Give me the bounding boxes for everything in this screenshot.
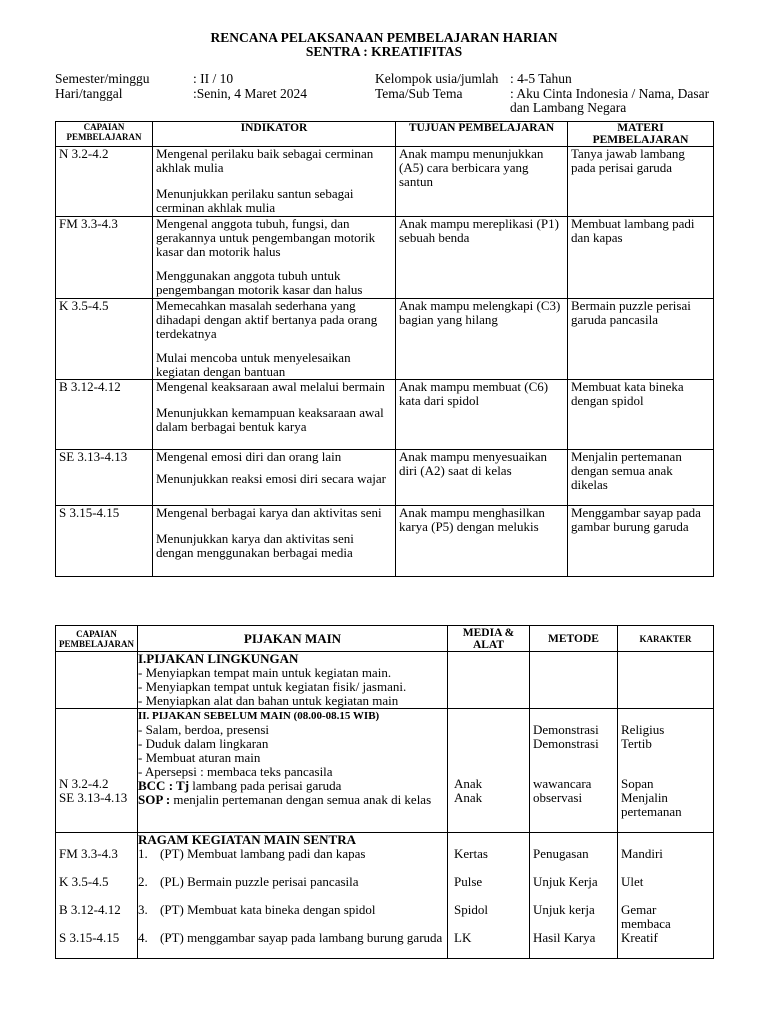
capaian-text: N 3.2-4.2 [59,776,109,791]
capaian-cell: N 3.2-4.2 [56,147,153,217]
karakter-text: Sopan [621,776,654,791]
metode-text: Unjuk Kerja [533,874,598,889]
header-karakter: KARAKTER [618,626,714,652]
sop-label: SOP : [138,792,171,807]
indikator-cell [153,506,396,577]
indikator-cell [153,450,396,506]
theme-value-line1: : Aku Cinta Indonesia / Nama, Dasar [510,86,710,101]
semester-label: Semester/minggu [55,71,150,86]
media-text: Anak [454,790,483,805]
karakter-text: Ulet [621,874,644,889]
metode-text: Hasil Karya [533,930,596,945]
tujuan-cell: Anak mampu menyesuaikan diri (A2) saat di kelas [396,450,568,506]
section-title: II. PIJAKAN SEBELUM MAIN (08.00-08.15 WIB) [138,710,380,722]
pijakan-cell [138,833,448,959]
learning-outcomes-table [55,121,714,577]
list-number: 3. [138,902,148,917]
indikator-text: Mulai mencoba untuk menyelesaikan kegiatan dengan bantuan [156,350,351,379]
table-row [56,709,714,833]
sop-text: menjalin pertemanan dengan semua anak di kelas [170,792,432,807]
capaian-text: FM 3.3-4.3 [59,846,118,861]
media-text: Spidol [454,902,488,917]
capaian-cell: SE 3.13-4.13 [56,450,153,506]
section-title: RAGAM KEGIATAN MAIN SENTRA [138,832,356,847]
capaian-text: B 3.12-4.12 [59,902,121,917]
capaian-cell: B 3.12-4.12 [56,380,153,450]
bcc-text: lambang pada perisai garuda [189,778,342,793]
section-title: I.PIJAKAN LINGKUNGAN [138,651,299,666]
tujuan-cell: Anak mampu menghasilkan karya (P5) dengan melukis [396,506,568,577]
metode-text: Unjuk kerja [533,902,595,917]
karakter-text: Tertib [621,736,652,751]
table-row [56,450,714,506]
karakter-cell [618,709,714,833]
bcc-line [138,779,444,793]
list-item [138,847,444,875]
karakter-text: Gemar membaca [621,902,671,931]
indikator-text: Mengenal emosi diri dan orang lain [156,449,342,464]
list-item: - Menyiapkan alat dan bahan untuk kegiatan main [138,693,399,708]
indikator-text: Menggunakan anggota tubuh untuk pengembangan motorik kasar dan halus [156,268,363,297]
metode-cell [530,709,618,833]
indikator-cell [153,147,396,217]
media-text: LK [454,930,472,945]
karakter-text: Religius [621,722,665,737]
indikator-text: Mengenal anggota tubuh, fungsi, dan gerakannya untuk pengembangan motorik kasar dan motorik halus [156,216,376,259]
list-text: (PT) Membuat kata bineka dengan spidol [160,902,376,917]
indikator-text: Mengenal keaksaraan awal melalui bermain [156,379,385,394]
metode-text: Penugasan [533,846,589,861]
karakter-text: Mandiri [621,846,663,861]
list-item: - Menyiapkan tempat untuk kegiatan fisik/ jasmani. [138,679,407,694]
metode-cell [530,652,618,709]
list-item [138,903,444,931]
document-subtitle: SENTRA : KREATIFITAS [305,44,463,59]
list-item [138,931,444,945]
metode-cell [530,833,618,959]
tujuan-cell: Anak mampu melengkapi (C3) bagian yang hilang [396,299,568,380]
karakter-text: Kreatif [621,930,658,945]
table-row [56,833,714,959]
list-item: - Salam, berdoa, presensi [138,722,270,737]
metode-text: observasi [533,790,583,805]
day-label: Hari/tanggal [55,86,123,101]
list-item [138,875,444,903]
karakter-cell [618,652,714,709]
capaian-text: K 3.5-4.5 [59,874,109,889]
pijakan-cell [138,709,448,833]
materi-cell: Tanya jawab lambang pada perisai garuda [568,147,714,217]
indikator-text: Mengenal perilaku baik sebagai cerminan akhlak mulia [156,146,374,175]
header-pijakan: PIJAKAN MAIN [138,626,448,652]
play-scaffolding-table [55,625,714,959]
capaian-text: S 3.15-4.15 [59,930,120,945]
tujuan-cell: Anak mampu menunjukkan (A5) cara berbicara yang santun [396,147,568,217]
pijakan-cell [138,652,448,709]
header-capaian: CAPAIAN PEMBELAJARAN [56,626,138,652]
semester-value: : II / 10 [193,71,234,86]
indikator-text: Mengenal berbagai karya dan aktivitas seni [156,505,382,520]
table-row [56,652,714,709]
metode-text: wawancara [533,776,592,791]
media-cell [448,652,530,709]
karakter-text: Menjalin [621,790,668,805]
karakter-text: pertemanan [621,804,682,819]
indikator-text: Menunjukkan reaksi emosi diri secara wajar [156,471,386,486]
materi-cell: Membuat lambang padi dan kapas [568,217,714,299]
indikator-cell [153,299,396,380]
materi-cell: Bermain puzzle perisai garuda pancasila [568,299,714,380]
media-cell [448,709,530,833]
table-row [56,506,714,577]
media-cell [448,833,530,959]
indikator-cell [153,380,396,450]
group-value: : 4-5 Tahun [510,71,572,86]
list-number: 1. [138,846,148,861]
metode-text: Demonstrasi [533,736,599,751]
materi-cell: Membuat kata bineka dengan spidol [568,380,714,450]
media-text: Pulse [454,874,483,889]
day-value: :Senin, 4 Maret 2024 [193,86,307,101]
metode-text: Demonstrasi [533,722,599,737]
materi-cell: Menjalin pertemanan dengan semua anak dikelas [568,450,714,506]
theme-label: Tema/Sub Tema [375,86,463,101]
list-item: - Duduk dalam lingkaran [138,736,269,751]
list-number: 2. [138,874,148,889]
karakter-cell [618,833,714,959]
materi-cell: Menggambar sayap pada gambar burung garuda [568,506,714,577]
indikator-cell [153,217,396,299]
list-text: (PT) Membuat lambang padi dan kapas [160,846,366,861]
capaian-cell: FM 3.3-4.3 [56,217,153,299]
list-item: - Membuat aturan main [138,750,261,765]
capaian-cell [56,652,138,709]
header-metode: METODE [530,626,618,652]
list-item: - Apersepsi : membaca teks pancasila [138,764,333,779]
indikator-text: Menunjukkan karya dan aktivitas seni dengan menggunakan berbagai media [156,531,354,560]
list-number: 4. [138,930,148,945]
table-row [56,147,714,217]
theme-value-line2: dan Lambang Negara [510,100,627,115]
table-row [56,217,714,299]
header-tujuan: TUJUAN PEMBELAJARAN [396,122,568,147]
list-text: (PL) Bermain puzzle perisai pancasila [160,874,359,889]
tujuan-cell: Anak mampu mereplikasi (P1) sebuah benda [396,217,568,299]
document-title: RENCANA PELAKSANAAN PEMBELAJARAN HARIAN [210,30,558,45]
capaian-cell: S 3.15-4.15 [56,506,153,577]
media-text: Kertas [454,846,488,861]
table-row [56,299,714,380]
header-materi: MATERI PEMBELAJARAN [568,122,714,147]
capaian-cell [56,833,138,959]
bcc-label: BCC : Tj [138,778,190,793]
capaian-cell [56,709,138,833]
media-text: Anak [454,776,483,791]
indikator-text: Menunjukkan perilaku santun sebagai cerminan akhlak mulia [156,186,354,215]
indikator-text: Menunjukkan kemampuan keaksaraan awal dalam berbagai bentuk karya [156,405,384,434]
list-item: - Menyiapkan tempat main untuk kegiatan main. [138,665,392,680]
header-media: MEDIA & ALAT [448,626,530,652]
header-capaian: CAPAIAN PEMBELAJARAN [56,122,153,147]
header-indikator: INDIKATOR [153,122,396,147]
capaian-text: SE 3.13-4.13 [59,790,128,805]
tujuan-cell: Anak mampu membuat (C6) kata dari spidol [396,380,568,450]
indikator-text: Memecahkan masalah sederhana yang dihadapi dengan aktif bertanya pada orang terdekatnya [156,298,378,341]
list-text: (PT) menggambar sayap pada lambang burung garuda [160,930,443,945]
sop-line [138,793,444,807]
capaian-cell: K 3.5-4.5 [56,299,153,380]
table-row [56,380,714,450]
group-label: Kelompok usia/jumlah [375,71,499,86]
